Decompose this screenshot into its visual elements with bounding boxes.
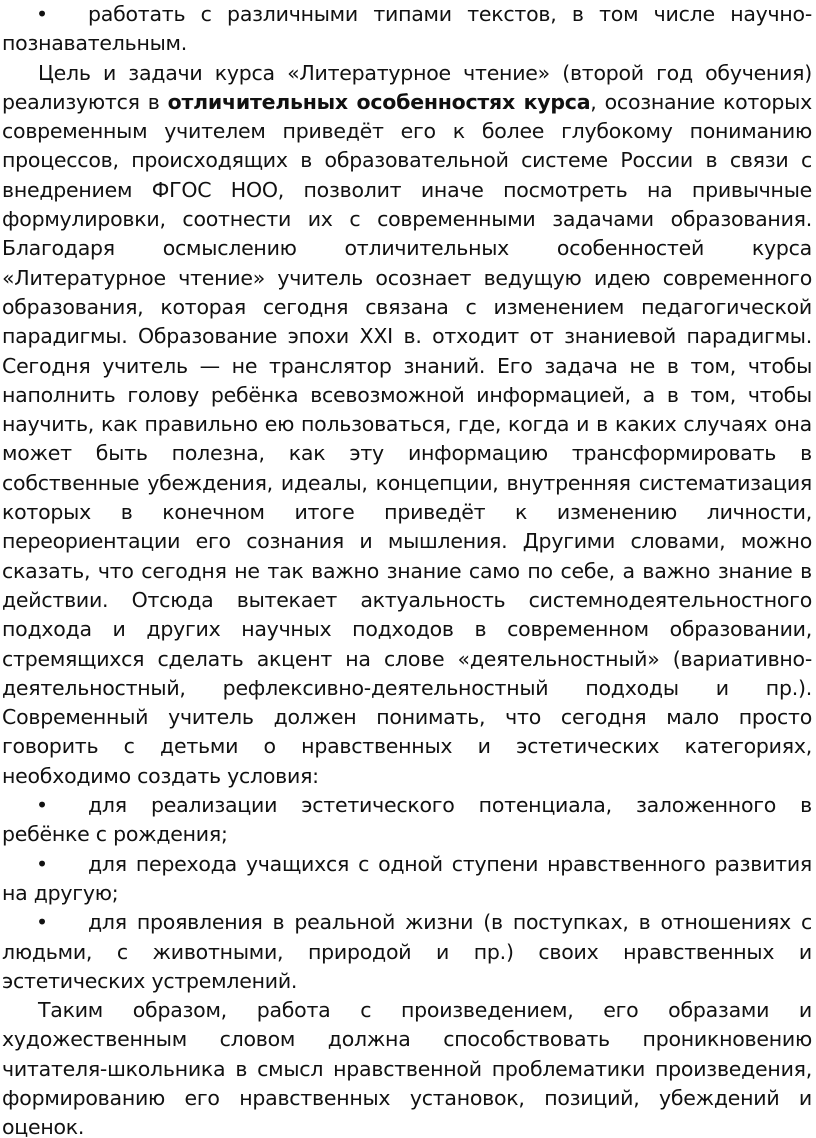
bullet-icon: • <box>36 851 48 876</box>
bullet-item <box>2 850 812 909</box>
bullet-icon: • <box>36 793 48 818</box>
bullet-item-text: для реализации эстетического потенциала, заложенного в ребёнке с рождения; <box>2 793 812 847</box>
paragraph-course-goals-bold: отличительных особенностях курса <box>167 89 591 114</box>
intro-bullet-text: работать с различными типами текстов, в том числе научно-познавательным. <box>2 2 812 56</box>
bullet-icon: • <box>36 2 48 26</box>
paragraph-conclusion: Таким образом, работа с произведением, его образами и художественным словом должна способствовать проникновению читателя-школьника в смысл нравственной проблематики произведения, формированию его нравственных установок, позиций, убеждений и оценок. <box>2 998 812 1138</box>
bullet-item-text: для проявления в реальной жизни (в поступках, в отношениях с людьми, с животными, природой и пр.) своих нравственных и эстетических устремлений. <box>2 910 812 993</box>
paragraph-course-goals-start: Цель и задачи курса «Литературное чтение» (второй год обучения) реализуются в <box>2 60 812 114</box>
paragraph-course-goals-rest: , осознание которых современным учителем приведёт его к более глубокому пониманию процессов, происходящих в образовательной системе России в связи с внедрением ФГОС НОО, позволит иначе посмотреть на привычные формулировки, соотнести их с современными задачами образования. Благодаря осмыслению отличительных особенностей курса «Литературное чтение» учитель осознает ведущую идею современного образования, которая сегодня связана с изменением педагогической парадигмы. Образование эпохи XXI в. отходит от знаниевой парадигмы. Сегодня учитель — не транслятор знаний. Его задача не в том, чтобы наполнить голову ребёнка всевозможной информацией, а в том, чтобы научить, как правильно ею пользоваться, где, когда и в каких случаях она может быть полезна, как эту информацию трансформировать в собственные убеждения, идеалы, концепции, внутренняя систематизация которых в конечном итоге приведёт к изменению личности, переориентации его сознания и мышления. Другими словами, можно сказать, что сегодня не так важно знание само по себе, а важно знание в действии. Отсюда вытекает актуальность системнодеятельностного подхода и других научных подходов в современном образовании, стремящихся сделать акцент на слове «деятельностный» (вариативно-деятельностный, рефлексивно-деятельностный подходы и пр.). Современный учитель должен понимать, что сегодня мало просто говорить с детьми о нравственных и эстетических категориях, необходимо создать условия: <box>2 89 812 788</box>
intro-bullet-item <box>2 0 812 59</box>
bullet-icon: • <box>36 910 48 935</box>
paragraph-course-goals <box>2 59 812 791</box>
bullet-item-text: для перехода учащихся с одной ступени нравственного развития на другую; <box>2 851 812 905</box>
bullet-item <box>2 908 812 996</box>
bullet-item <box>2 791 812 850</box>
